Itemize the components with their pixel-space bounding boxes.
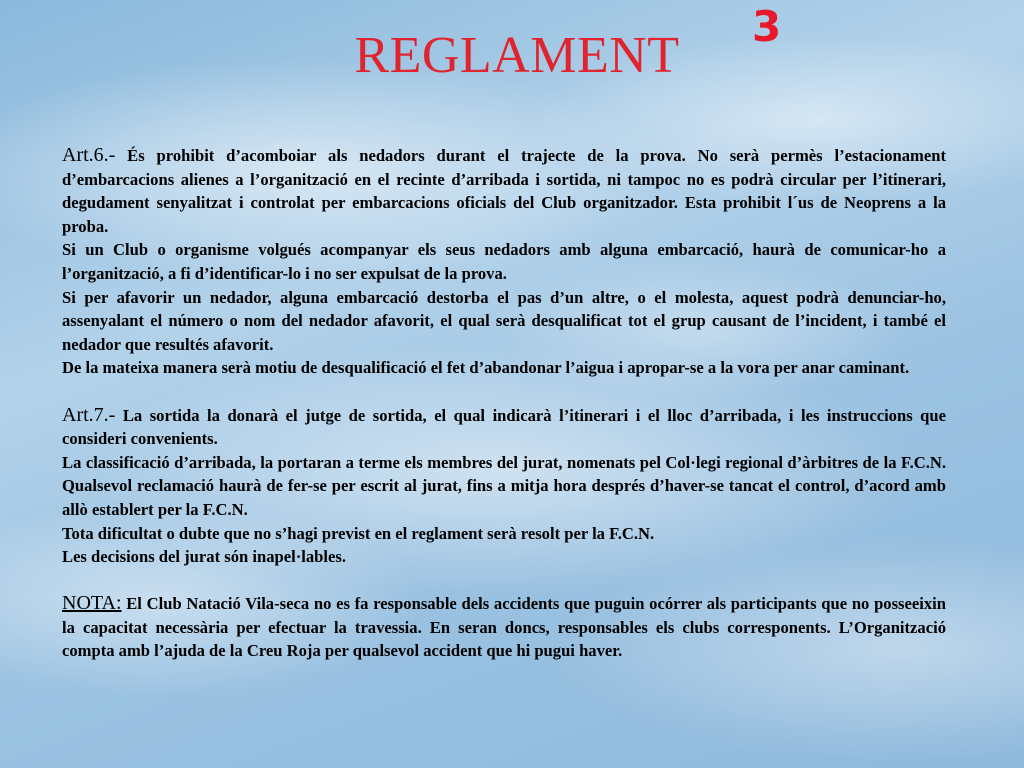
article-6-paragraph-4: De la mateixa manera serà motiu de desqualificació el fet d’abandonar l’aigua i apropar-se a la vora per anar caminant. xyxy=(62,358,910,378)
article-7-paragraph-4: Les decisions del jurat són inapel·lables. xyxy=(62,547,346,567)
spacer xyxy=(62,380,946,404)
article-7-paragraph-2: La classificació d’arribada, la portaran a terme els membres del jurat, nomenats pel Col·legi regional d’àrbitres de la F.C.N. Qualsevol reclamació haurà de fer-se per escrit al jurat, fins a mitja hora després d’haver-se tancat el control, d’acord amb allò establert per la F.C.N. xyxy=(62,452,946,519)
article-7-text: La sortida la donarà el jutge de sortida, el qual indicarà l’itinerari i el lloc d’arribada, i les instruccions que consideri convenients. xyxy=(62,405,946,449)
rules-content xyxy=(62,144,946,663)
page-title: REGLAMENT xyxy=(354,27,680,84)
article-7-paragraph-3: Tota dificultat o dubte que no s’hagi previst en el reglament serà resolt per la F.C.N. xyxy=(62,523,655,543)
nota-text: El Club Natació Vila-seca no es fa responsable dels accidents que puguin ocórrer als participants que no posseeixin la capacitat necessària per efectuar la travessia. En seran doncs, responsables els clubs corresponents. L’Organització compta amb l’ajuda de la Creu Roja per qualsevol accident que hi pugui haver. xyxy=(62,594,946,661)
article-7-label: Art.7.- xyxy=(62,403,116,426)
article-6-paragraph-3: Si per afavorir un nedador, alguna embarcació destorba el pas d’un altre, o el molesta, aquest podrà denunciar-ho, assenyalant el número o nom del nedador afavorit, el qual serà desqualificat tot el grup causant de l’incident, i també el nedador que resultés afavorit. xyxy=(62,287,946,354)
article-6-paragraph xyxy=(62,144,946,238)
article-6-text: És prohibit d’acomboiar als nedadors durant el trajecte de la prova. No serà permès l’estacionament d’embarcacions alienes a l’organització en el recinte d’arribada i sortida, ni tampoc no es podrà circular per l’itinerari, degudament senyalitzat i controlat per embarcacions oficials del Club organitzador. Esta prohibit l´us de Neoprens a la proba. xyxy=(62,146,946,236)
spacer xyxy=(62,569,946,593)
page-number: 3 xyxy=(752,2,782,51)
article-6-label: Art.6.- xyxy=(62,144,116,166)
nota-label: NOTA: xyxy=(62,592,122,615)
nota-paragraph xyxy=(62,592,946,663)
article-6-paragraph-2: Si un Club o organisme volgués acompanyar els seus nedadors amb alguna embarcació, haurà de comunicar-ho a l’organització, a fi d’identificar-lo i no ser expulsat de la prova. xyxy=(62,240,946,283)
article-7-paragraph xyxy=(62,404,946,451)
